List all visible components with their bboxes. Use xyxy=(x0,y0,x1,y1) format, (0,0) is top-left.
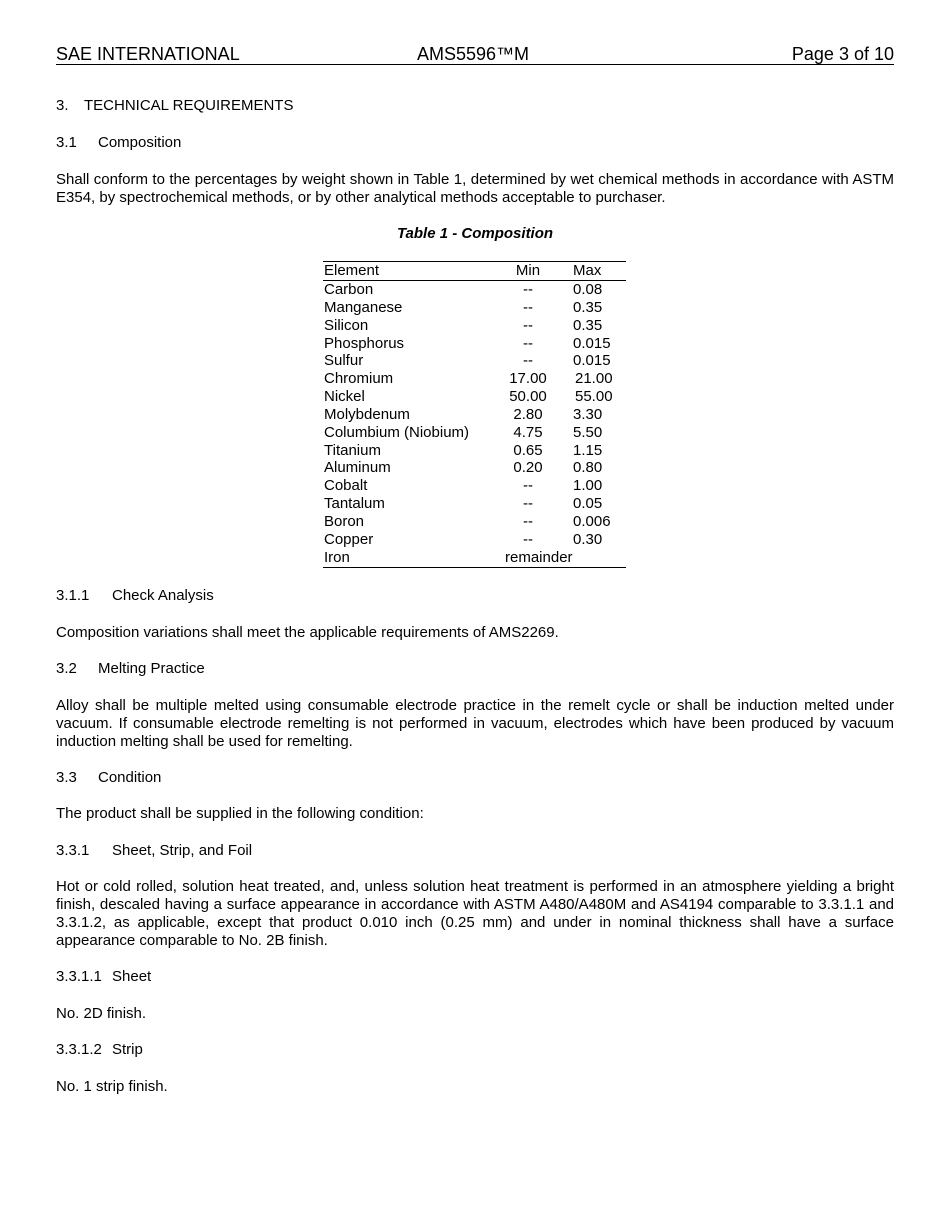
cell-min: -- xyxy=(523,477,533,495)
table-row xyxy=(323,317,626,335)
section-title: Sheet xyxy=(112,968,152,985)
section-title: Strip xyxy=(112,1041,143,1058)
section-title: Check Analysis xyxy=(112,587,214,604)
table-row xyxy=(323,370,626,388)
table-row xyxy=(323,459,626,477)
cell-min: 2.80 xyxy=(513,405,543,423)
section-3-1-heading xyxy=(56,134,894,152)
table-row xyxy=(323,442,626,460)
section-number: 3.1 xyxy=(56,134,77,151)
section-3-3-1-body: Hot or cold rolled, solution heat treated, and, unless solution heat treatment is performed in an atmosphere yielding a bright finish, descaled having a surface appearance in accordance with ASTM A480/A480M and AS4194 comparable to 3.3.1.1 and 3.3.1.2, as applicable, except that product 0.010 inch (0.25 mm) and under in nominal thickness shall have a surface appearance comparable to No. 2B finish. xyxy=(56,878,894,949)
table-row xyxy=(323,424,626,442)
cell-min: -- xyxy=(523,352,533,370)
cell-min: 0.65 xyxy=(513,441,543,459)
table-row xyxy=(323,549,626,568)
cell-element: Carbon xyxy=(324,281,374,298)
cell-max: 0.015 xyxy=(573,334,611,352)
table-caption: Table 1 - Composition xyxy=(396,225,554,242)
table-row xyxy=(323,352,626,370)
cell-element: Cobalt xyxy=(324,477,368,495)
cell-element: Molybdenum xyxy=(324,405,410,423)
cell-element: Boron xyxy=(324,512,365,530)
cell-element: Chromium xyxy=(324,370,394,388)
cell-element: Phosphorus xyxy=(324,334,405,352)
table-header-row xyxy=(323,261,626,281)
page-header xyxy=(56,44,894,65)
cell-max: 1.00 xyxy=(573,477,603,495)
table-row xyxy=(323,299,626,317)
section-number: 3.3.1.1 xyxy=(56,968,102,985)
section-number: 3.3.1 xyxy=(56,842,90,859)
cell-min: -- xyxy=(523,512,533,530)
cell-min: 0.20 xyxy=(513,459,543,477)
cell-max: 0.35 xyxy=(573,316,603,334)
column-header-max: Max xyxy=(573,262,602,279)
table-row xyxy=(323,495,626,513)
cell-element: Tantalum xyxy=(324,495,385,513)
header-page-number: Page 3 of 10 xyxy=(791,44,894,64)
cell-max: 0.30 xyxy=(573,530,603,548)
cell-max: 21.00 xyxy=(575,370,613,388)
cell-element: Manganese xyxy=(324,298,403,316)
cell-min: -- xyxy=(523,298,533,316)
header-doc-number: AMS5596™M xyxy=(417,44,530,64)
section-3-3-1-2-heading xyxy=(56,1041,894,1059)
section-3-3-1-1-body: No. 2D finish. xyxy=(56,1005,147,1022)
cell-max: 3.30 xyxy=(573,405,603,423)
section-3-3-1-1-heading xyxy=(56,968,894,986)
cell-max: 55.00 xyxy=(575,388,613,406)
section-3-3-body: The product shall be supplied in the following condition: xyxy=(56,805,424,822)
cell-element: Titanium xyxy=(324,441,381,459)
cell-max: 0.015 xyxy=(573,352,611,370)
cell-max: 5.50 xyxy=(573,423,603,441)
cell-max: 0.05 xyxy=(573,495,603,513)
table-row xyxy=(323,477,626,495)
table-row xyxy=(323,281,626,299)
cell-element: Sulfur xyxy=(324,352,364,370)
table-row xyxy=(323,335,626,353)
cell-element: Copper xyxy=(324,530,374,548)
section-3-heading xyxy=(56,97,894,115)
section-3-1-1-heading xyxy=(56,587,894,605)
section-title: Melting Practice xyxy=(98,660,205,677)
header-org: SAE INTERNATIONAL xyxy=(56,44,240,64)
cell-max: 1.15 xyxy=(573,441,603,459)
table-row xyxy=(323,513,626,531)
section-3-3-1-heading xyxy=(56,842,894,860)
cell-element: Aluminum xyxy=(324,459,391,477)
table-row xyxy=(323,388,626,406)
section-number: 3.3 xyxy=(56,769,77,786)
cell-min: -- xyxy=(523,316,533,334)
cell-min: -- xyxy=(523,530,533,548)
cell-element: Nickel xyxy=(324,388,365,406)
section-number: 3.3.1.2 xyxy=(56,1041,102,1058)
column-header-element: Element xyxy=(324,262,380,279)
section-title: Condition xyxy=(98,769,162,786)
cell-element: Iron xyxy=(324,548,350,566)
cell-min: 17.00 xyxy=(509,370,547,388)
cell-element: Silicon xyxy=(324,316,369,334)
cell-max: 0.08 xyxy=(573,281,603,298)
cell-min: 50.00 xyxy=(509,388,547,406)
section-title: Sheet, Strip, and Foil xyxy=(112,842,253,859)
section-3-2-heading xyxy=(56,660,894,678)
section-number: 3.1.1 xyxy=(56,587,90,604)
cell-max: 0.006 xyxy=(573,512,611,530)
cell-min: -- xyxy=(523,334,533,352)
section-3-3-1-2-body: No. 1 strip finish. xyxy=(56,1078,168,1095)
cell-remainder: remainder xyxy=(505,548,573,566)
cell-max: 0.80 xyxy=(573,459,603,477)
section-3-2-body: Alloy shall be multiple melted using consumable electrode practice in the remelt cycle or shall be induction melted under vacuum. If consumable electrode remelting is not performed in vacuum, electrodes which have been produced by vacuum induction melting shall be used for remelting. xyxy=(56,697,894,750)
cell-element: Columbium (Niobium) xyxy=(324,423,470,441)
section-title: TECHNICAL REQUIREMENTS xyxy=(84,97,294,114)
cell-min: -- xyxy=(523,495,533,513)
cell-min: -- xyxy=(523,281,533,298)
cell-max: 0.35 xyxy=(573,298,603,316)
section-3-3-heading xyxy=(56,769,894,787)
table-row xyxy=(323,406,626,424)
section-3-1-1-body: Composition variations shall meet the applicable requirements of AMS2269. xyxy=(56,624,559,641)
table-row xyxy=(323,531,626,549)
cell-min: 4.75 xyxy=(513,423,543,441)
section-title: Composition xyxy=(98,134,182,151)
composition-table xyxy=(323,261,626,568)
column-header-min: Min xyxy=(515,262,541,279)
section-number: 3.2 xyxy=(56,660,77,677)
section-number: 3. xyxy=(56,97,69,114)
section-3-1-body: Shall conform to the percentages by weight shown in Table 1, determined by wet chemical methods in accordance with ASTM E354, by spectrochemical methods, or by other analytical methods acceptable to purchaser. xyxy=(56,171,894,206)
